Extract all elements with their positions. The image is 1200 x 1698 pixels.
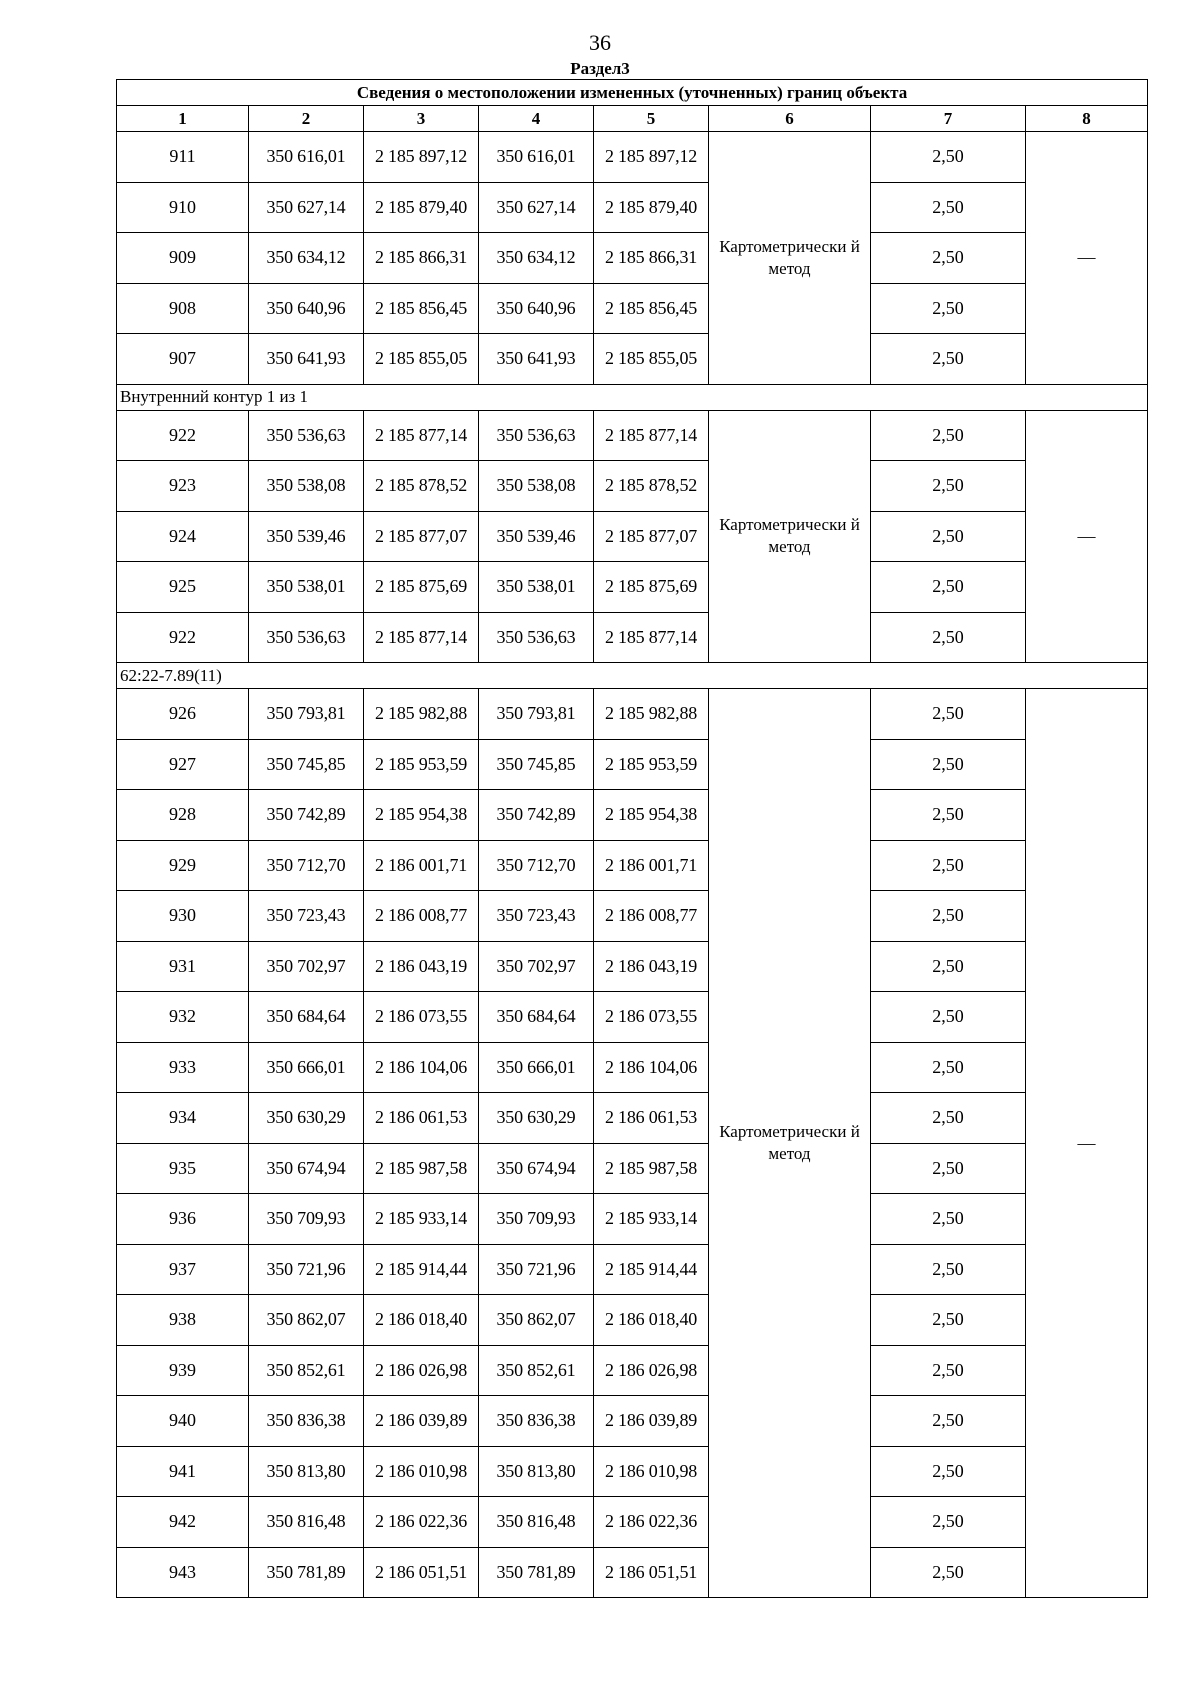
note-cell: — <box>1026 689 1148 1598</box>
x-coordinate-cell: 350 852,61 <box>479 1345 594 1396</box>
y-coordinate-cell: 2 186 026,98 <box>364 1345 479 1396</box>
point-number-cell: 933 <box>117 1042 249 1093</box>
y-coordinate-cell: 2 185 914,44 <box>594 1244 709 1295</box>
x-coordinate-cell: 350 702,97 <box>479 941 594 992</box>
table-row <box>117 182 1148 233</box>
x-coordinate-cell: 350 630,29 <box>479 1093 594 1144</box>
accuracy-cell: 2,50 <box>871 1093 1026 1144</box>
method-cell: Картометрически й метод <box>709 689 871 1598</box>
accuracy-cell: 2,50 <box>871 1244 1026 1295</box>
accuracy-cell: 2,50 <box>871 283 1026 334</box>
accuracy-cell: 2,50 <box>871 1295 1026 1346</box>
point-number-cell: 926 <box>117 689 249 740</box>
x-coordinate-cell: 350 709,93 <box>479 1194 594 1245</box>
y-coordinate-cell: 2 185 982,88 <box>364 689 479 740</box>
y-coordinate-cell: 2 186 104,06 <box>364 1042 479 1093</box>
point-number-cell: 908 <box>117 283 249 334</box>
x-coordinate-cell: 350 813,80 <box>479 1446 594 1497</box>
point-number-cell: 924 <box>117 511 249 562</box>
column-header: 2 <box>249 106 364 132</box>
x-coordinate-cell: 350 712,70 <box>479 840 594 891</box>
x-coordinate-cell: 350 627,14 <box>479 182 594 233</box>
point-number-cell: 936 <box>117 1194 249 1245</box>
accuracy-cell: 2,50 <box>871 840 1026 891</box>
column-header: 8 <box>1026 106 1148 132</box>
accuracy-cell: 2,50 <box>871 182 1026 233</box>
contour-label: 62:22-7.89(11) <box>117 663 1148 689</box>
point-number-cell: 935 <box>117 1143 249 1194</box>
table-row <box>117 1547 1148 1598</box>
accuracy-cell: 2,50 <box>871 739 1026 790</box>
column-header: 4 <box>479 106 594 132</box>
point-number-cell: 910 <box>117 182 249 233</box>
y-coordinate-cell: 2 185 875,69 <box>364 562 479 613</box>
y-coordinate-cell: 2 185 877,14 <box>594 410 709 461</box>
point-number-cell: 939 <box>117 1345 249 1396</box>
table-row <box>117 891 1148 942</box>
y-coordinate-cell: 2 186 073,55 <box>364 992 479 1043</box>
y-coordinate-cell: 2 185 914,44 <box>364 1244 479 1295</box>
point-number-cell: 922 <box>117 410 249 461</box>
table-row <box>117 840 1148 891</box>
y-coordinate-cell: 2 185 875,69 <box>594 562 709 613</box>
x-coordinate-cell: 350 536,63 <box>249 410 364 461</box>
x-coordinate-cell: 350 630,29 <box>249 1093 364 1144</box>
y-coordinate-cell: 2 186 061,53 <box>364 1093 479 1144</box>
table-row <box>117 511 1148 562</box>
table-row <box>117 1396 1148 1447</box>
table-row <box>117 1143 1148 1194</box>
page-number: 36 <box>589 30 611 55</box>
y-coordinate-cell: 2 185 877,07 <box>594 511 709 562</box>
x-coordinate-cell: 350 723,43 <box>479 891 594 942</box>
table-row <box>117 941 1148 992</box>
table-row <box>117 334 1148 385</box>
y-coordinate-cell: 2 185 954,38 <box>594 790 709 841</box>
x-coordinate-cell: 350 536,63 <box>249 612 364 663</box>
y-coordinate-cell: 2 185 877,14 <box>594 612 709 663</box>
x-coordinate-cell: 350 538,08 <box>479 461 594 512</box>
table-row <box>117 790 1148 841</box>
y-coordinate-cell: 2 185 933,14 <box>364 1194 479 1245</box>
table-row <box>117 689 1148 740</box>
y-coordinate-cell: 2 186 022,36 <box>594 1497 709 1548</box>
table-header-row <box>117 106 1148 132</box>
accuracy-cell: 2,50 <box>871 790 1026 841</box>
y-coordinate-cell: 2 185 855,05 <box>594 334 709 385</box>
contour-label-row <box>117 384 1148 410</box>
y-coordinate-cell: 2 186 001,71 <box>594 840 709 891</box>
x-coordinate-cell: 350 640,96 <box>249 283 364 334</box>
x-coordinate-cell: 350 640,96 <box>479 283 594 334</box>
y-coordinate-cell: 2 186 051,51 <box>594 1547 709 1598</box>
y-coordinate-cell: 2 186 018,40 <box>364 1295 479 1346</box>
contour-label: Внутренний контур 1 из 1 <box>117 384 1148 410</box>
point-number-cell: 909 <box>117 233 249 284</box>
x-coordinate-cell: 350 539,46 <box>249 511 364 562</box>
y-coordinate-cell: 2 186 001,71 <box>364 840 479 891</box>
x-coordinate-cell: 350 538,01 <box>479 562 594 613</box>
y-coordinate-cell: 2 185 897,12 <box>364 132 479 183</box>
table-row <box>117 1446 1148 1497</box>
table-caption-row <box>117 80 1148 106</box>
y-coordinate-cell: 2 185 982,88 <box>594 689 709 740</box>
table-row <box>117 612 1148 663</box>
point-number-cell: 941 <box>117 1446 249 1497</box>
x-coordinate-cell: 350 666,01 <box>249 1042 364 1093</box>
y-coordinate-cell: 2 186 061,53 <box>594 1093 709 1144</box>
table-row <box>117 1042 1148 1093</box>
x-coordinate-cell: 350 813,80 <box>249 1446 364 1497</box>
y-coordinate-cell: 2 185 856,45 <box>364 283 479 334</box>
x-coordinate-cell: 350 666,01 <box>479 1042 594 1093</box>
x-coordinate-cell: 350 674,94 <box>479 1143 594 1194</box>
column-header: 7 <box>871 106 1026 132</box>
accuracy-cell: 2,50 <box>871 1345 1026 1396</box>
x-coordinate-cell: 350 836,38 <box>479 1396 594 1447</box>
y-coordinate-cell: 2 186 051,51 <box>364 1547 479 1598</box>
y-coordinate-cell: 2 186 073,55 <box>594 992 709 1043</box>
note-cell: — <box>1026 132 1148 385</box>
y-coordinate-cell: 2 185 987,58 <box>594 1143 709 1194</box>
y-coordinate-cell: 2 186 018,40 <box>594 1295 709 1346</box>
table-caption: Сведения о местоположении измененных (уточненных) границ объекта <box>117 80 1148 106</box>
point-number-cell: 940 <box>117 1396 249 1447</box>
point-number-cell: 932 <box>117 992 249 1043</box>
table-row <box>117 739 1148 790</box>
table-row <box>117 132 1148 183</box>
table-row <box>117 233 1148 284</box>
x-coordinate-cell: 350 745,85 <box>479 739 594 790</box>
accuracy-cell: 2,50 <box>871 941 1026 992</box>
table-row <box>117 1244 1148 1295</box>
accuracy-cell: 2,50 <box>871 132 1026 183</box>
y-coordinate-cell: 2 185 877,07 <box>364 511 479 562</box>
x-coordinate-cell: 350 616,01 <box>479 132 594 183</box>
column-header: 3 <box>364 106 479 132</box>
x-coordinate-cell: 350 745,85 <box>249 739 364 790</box>
accuracy-cell: 2,50 <box>871 562 1026 613</box>
x-coordinate-cell: 350 709,93 <box>249 1194 364 1245</box>
accuracy-cell: 2,50 <box>871 891 1026 942</box>
y-coordinate-cell: 2 186 008,77 <box>364 891 479 942</box>
x-coordinate-cell: 350 793,81 <box>479 689 594 740</box>
x-coordinate-cell: 350 781,89 <box>479 1547 594 1598</box>
point-number-cell: 911 <box>117 132 249 183</box>
y-coordinate-cell: 2 185 987,58 <box>364 1143 479 1194</box>
point-number-cell: 931 <box>117 941 249 992</box>
x-coordinate-cell: 350 862,07 <box>479 1295 594 1346</box>
accuracy-cell: 2,50 <box>871 1042 1026 1093</box>
column-header: 5 <box>594 106 709 132</box>
y-coordinate-cell: 2 185 879,40 <box>364 182 479 233</box>
method-cell: Картометрически й метод <box>709 132 871 385</box>
accuracy-cell: 2,50 <box>871 689 1026 740</box>
x-coordinate-cell: 350 539,46 <box>479 511 594 562</box>
y-coordinate-cell: 2 186 026,98 <box>594 1345 709 1396</box>
contour-label-row <box>117 663 1148 689</box>
point-number-cell: 934 <box>117 1093 249 1144</box>
x-coordinate-cell: 350 723,43 <box>249 891 364 942</box>
x-coordinate-cell: 350 634,12 <box>249 233 364 284</box>
table-row <box>117 461 1148 512</box>
accuracy-cell: 2,50 <box>871 511 1026 562</box>
accuracy-cell: 2,50 <box>871 334 1026 385</box>
point-number-cell: 928 <box>117 790 249 841</box>
point-number-cell: 937 <box>117 1244 249 1295</box>
table-row <box>117 1497 1148 1548</box>
x-coordinate-cell: 350 641,93 <box>479 334 594 385</box>
column-header: 1 <box>117 106 249 132</box>
table-row <box>117 1345 1148 1396</box>
table-row <box>117 1093 1148 1144</box>
note-cell: — <box>1026 410 1148 663</box>
y-coordinate-cell: 2 186 039,89 <box>594 1396 709 1447</box>
y-coordinate-cell: 2 185 877,14 <box>364 410 479 461</box>
x-coordinate-cell: 350 781,89 <box>249 1547 364 1598</box>
y-coordinate-cell: 2 186 010,98 <box>364 1446 479 1497</box>
accuracy-cell: 2,50 <box>871 233 1026 284</box>
method-cell: Картометрически й метод <box>709 410 871 663</box>
point-number-cell: 925 <box>117 562 249 613</box>
x-coordinate-cell: 350 634,12 <box>479 233 594 284</box>
y-coordinate-cell: 2 186 022,36 <box>364 1497 479 1548</box>
y-coordinate-cell: 2 186 008,77 <box>594 891 709 942</box>
x-coordinate-cell: 350 836,38 <box>249 1396 364 1447</box>
table-body <box>117 80 1148 1598</box>
accuracy-cell: 2,50 <box>871 461 1026 512</box>
section-title: Раздел3 <box>570 59 630 78</box>
point-number-cell: 942 <box>117 1497 249 1548</box>
x-coordinate-cell: 350 538,08 <box>249 461 364 512</box>
x-coordinate-cell: 350 816,48 <box>249 1497 364 1548</box>
accuracy-cell: 2,50 <box>871 612 1026 663</box>
x-coordinate-cell: 350 862,07 <box>249 1295 364 1346</box>
x-coordinate-cell: 350 538,01 <box>249 562 364 613</box>
x-coordinate-cell: 350 702,97 <box>249 941 364 992</box>
x-coordinate-cell: 350 674,94 <box>249 1143 364 1194</box>
y-coordinate-cell: 2 185 855,05 <box>364 334 479 385</box>
y-coordinate-cell: 2 186 104,06 <box>594 1042 709 1093</box>
point-number-cell: 927 <box>117 739 249 790</box>
x-coordinate-cell: 350 793,81 <box>249 689 364 740</box>
y-coordinate-cell: 2 185 877,14 <box>364 612 479 663</box>
x-coordinate-cell: 350 641,93 <box>249 334 364 385</box>
y-coordinate-cell: 2 185 953,59 <box>364 739 479 790</box>
y-coordinate-cell: 2 185 954,38 <box>364 790 479 841</box>
accuracy-cell: 2,50 <box>871 1194 1026 1245</box>
accuracy-cell: 2,50 <box>871 1497 1026 1548</box>
x-coordinate-cell: 350 712,70 <box>249 840 364 891</box>
x-coordinate-cell: 350 616,01 <box>249 132 364 183</box>
x-coordinate-cell: 350 721,96 <box>249 1244 364 1295</box>
y-coordinate-cell: 2 185 953,59 <box>594 739 709 790</box>
y-coordinate-cell: 2 186 043,19 <box>364 941 479 992</box>
point-number-cell: 907 <box>117 334 249 385</box>
y-coordinate-cell: 2 185 878,52 <box>594 461 709 512</box>
point-number-cell: 938 <box>117 1295 249 1346</box>
table-row <box>117 1194 1148 1245</box>
y-coordinate-cell: 2 185 879,40 <box>594 182 709 233</box>
table-row <box>117 562 1148 613</box>
y-coordinate-cell: 2 185 878,52 <box>364 461 479 512</box>
point-number-cell: 943 <box>117 1547 249 1598</box>
point-number-cell: 930 <box>117 891 249 942</box>
x-coordinate-cell: 350 852,61 <box>249 1345 364 1396</box>
x-coordinate-cell: 350 721,96 <box>479 1244 594 1295</box>
coordinates-table <box>116 79 1148 1598</box>
x-coordinate-cell: 350 627,14 <box>249 182 364 233</box>
point-number-cell: 929 <box>117 840 249 891</box>
point-number-cell: 923 <box>117 461 249 512</box>
accuracy-cell: 2,50 <box>871 1547 1026 1598</box>
column-header: 6 <box>709 106 871 132</box>
y-coordinate-cell: 2 185 897,12 <box>594 132 709 183</box>
x-coordinate-cell: 350 742,89 <box>249 790 364 841</box>
accuracy-cell: 2,50 <box>871 1446 1026 1497</box>
y-coordinate-cell: 2 185 933,14 <box>594 1194 709 1245</box>
point-number-cell: 922 <box>117 612 249 663</box>
accuracy-cell: 2,50 <box>871 1143 1026 1194</box>
y-coordinate-cell: 2 186 039,89 <box>364 1396 479 1447</box>
y-coordinate-cell: 2 185 866,31 <box>594 233 709 284</box>
accuracy-cell: 2,50 <box>871 1396 1026 1447</box>
y-coordinate-cell: 2 185 856,45 <box>594 283 709 334</box>
x-coordinate-cell: 350 536,63 <box>479 410 594 461</box>
accuracy-cell: 2,50 <box>871 410 1026 461</box>
table-row <box>117 1295 1148 1346</box>
table-row <box>117 410 1148 461</box>
table-row <box>117 283 1148 334</box>
y-coordinate-cell: 2 185 866,31 <box>364 233 479 284</box>
y-coordinate-cell: 2 186 043,19 <box>594 941 709 992</box>
accuracy-cell: 2,50 <box>871 992 1026 1043</box>
table-row <box>117 992 1148 1043</box>
x-coordinate-cell: 350 684,64 <box>249 992 364 1043</box>
x-coordinate-cell: 350 742,89 <box>479 790 594 841</box>
x-coordinate-cell: 350 816,48 <box>479 1497 594 1548</box>
x-coordinate-cell: 350 684,64 <box>479 992 594 1043</box>
x-coordinate-cell: 350 536,63 <box>479 612 594 663</box>
y-coordinate-cell: 2 186 010,98 <box>594 1446 709 1497</box>
